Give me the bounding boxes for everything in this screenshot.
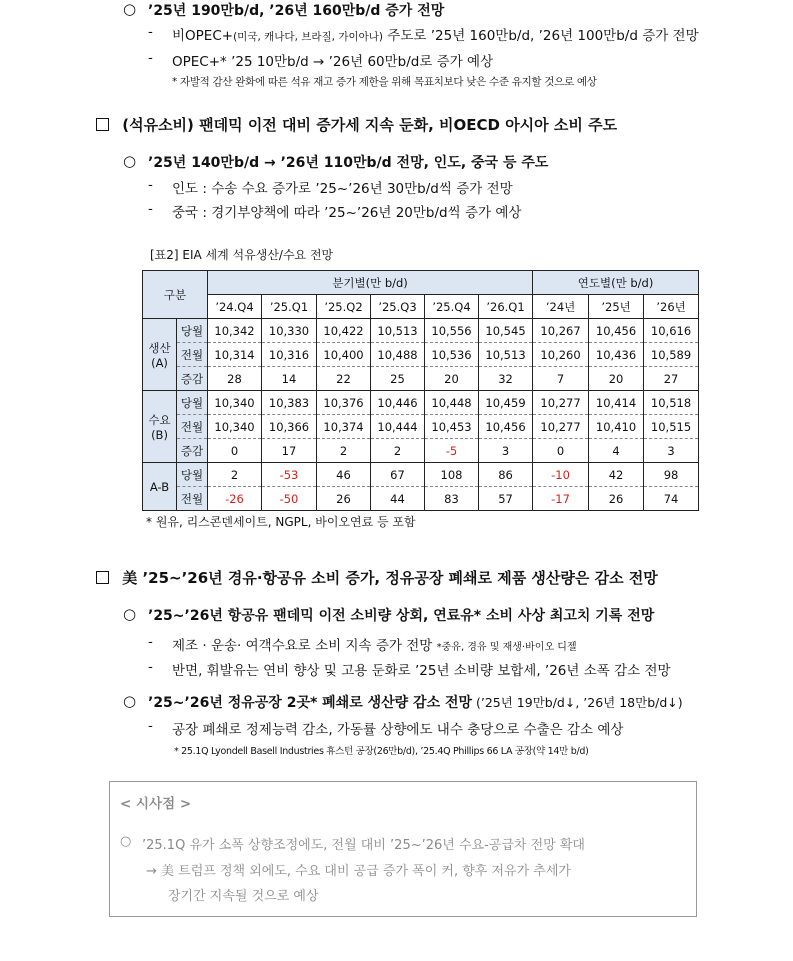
item-text-c: 주도로 ’25년 160만b/d, ’26년 100만b/d 증가 전망: [383, 28, 699, 44]
column-header: ’25.Q2: [317, 295, 371, 319]
table-cell: 20: [589, 367, 644, 391]
table-cell: 57: [479, 487, 533, 511]
table-row: [143, 487, 699, 511]
table-cell: 10,589: [644, 343, 699, 367]
table-cell: 2: [208, 463, 262, 487]
bullet-circle: ○: [123, 0, 137, 18]
table-cell: 20: [425, 367, 479, 391]
table-cell: 4: [589, 439, 644, 463]
table-cell: 10,422: [317, 319, 371, 343]
table-cell: -10: [533, 463, 589, 487]
table-cell: 3: [479, 439, 533, 463]
table-cell: 10,436: [589, 343, 644, 367]
table-cell: 86: [479, 463, 533, 487]
section2-item-1: 인도 : 수송 수요 증가로 ’25~’26년 30만b/d씩 증가 전망: [172, 181, 513, 197]
checkbox-square-icon: [96, 118, 109, 131]
column-header: ’25.Q3: [371, 295, 425, 319]
group-label-main: A-B: [149, 479, 170, 494]
table-cell: 10,444: [371, 415, 425, 439]
table-row: [143, 463, 699, 487]
table-row: [143, 391, 699, 415]
section3-heading: [96, 567, 658, 588]
implications-box: [109, 781, 697, 917]
dash-marker: -: [148, 50, 153, 66]
table-cell: 10,513: [371, 319, 425, 343]
table-cell: 10,340: [208, 391, 262, 415]
point-suffix: (’25년 19만b/d↓, ’26년 18만b/d↓): [472, 695, 683, 710]
row-label: 당월: [177, 463, 208, 487]
table-cell: 74: [644, 487, 699, 511]
checkbox-square-icon: [96, 571, 109, 584]
table-cell: 2: [317, 439, 371, 463]
table-cell: 10,383: [262, 391, 317, 415]
group-label-main: 수요: [148, 412, 171, 427]
column-header: ’26.Q1: [479, 295, 533, 319]
section3-item-2: 반면, 휘발유는 연비 향상 및 고용 둔화로 ’25년 소비량 보합세, ’26년 소폭 감소 전망: [172, 663, 671, 679]
table-cell: 10,518: [644, 391, 699, 415]
item-text: 제조 · 운송· 여객수요로 소비 지속 증가 전망: [172, 638, 433, 654]
bullet-circle: ○: [123, 605, 137, 623]
heading-text: (석유소비) 팬데믹 이전 대비 증가세 지속 둔화, 비OECD 아시아 소비 주도: [122, 116, 618, 134]
table-cell: -53: [262, 463, 317, 487]
table-row: [143, 415, 699, 439]
table-cell: 10,448: [425, 391, 479, 415]
row-group-label: [143, 391, 177, 463]
table-footnote: * 원유, 리스콘덴세이트, NGPL, 바이오연료 등 포함: [146, 515, 416, 529]
section1-item-1: [172, 24, 699, 44]
table-cell: 26: [317, 487, 371, 511]
section2-item-2: 중국 : 경기부양책에 따라 ’25~’26년 20만b/d씩 증가 예상: [172, 205, 522, 221]
item-text-a: 비OPEC+: [172, 28, 234, 44]
table-cell: 10,459: [479, 391, 533, 415]
table-cell: 44: [371, 487, 425, 511]
table-cell: 10,556: [425, 319, 479, 343]
implications-line-1: ’25.1Q 유가 소폭 상향조정에도, 전월 대비 ’25~’26년 수요-공급차 전망 확대: [142, 838, 585, 853]
table-cell: 10,267: [533, 319, 589, 343]
dash-marker: -: [148, 201, 153, 217]
row-label: 증감: [177, 439, 208, 463]
table-cell: 10,414: [589, 391, 644, 415]
table-cell: 10,488: [371, 343, 425, 367]
dash-marker: -: [148, 718, 153, 734]
table-cell: 67: [371, 463, 425, 487]
table-cell: 10,277: [533, 391, 589, 415]
column-header: ’25.Q4: [425, 295, 479, 319]
implications-line-3: 장기간 지속될 것으로 예상: [168, 889, 319, 904]
section3-point-2: [148, 692, 683, 712]
table-cell: 10,453: [425, 415, 479, 439]
section3-item-1: [172, 634, 577, 654]
table-cell: 27: [644, 367, 699, 391]
table-cell: 7: [533, 367, 589, 391]
table-cell: 10,515: [644, 415, 699, 439]
table-cell: 2: [371, 439, 425, 463]
column-header: ’25.Q1: [262, 295, 317, 319]
section1-point: ’25년 190만b/d, ’26년 160만b/d 증가 전망: [148, 3, 445, 19]
table-cell: 0: [208, 439, 262, 463]
table-corner: 구분: [143, 271, 208, 319]
column-header: ’24년: [533, 295, 589, 319]
table-cell: -5: [425, 439, 479, 463]
table-cell: 10,374: [317, 415, 371, 439]
implications-line-2: → 美 트럼프 정책 외에도, 수요 대비 공급 증가 폭이 커, 향후 저유가 추세가: [146, 864, 571, 879]
table-row: [143, 367, 699, 391]
table-cell: 10,456: [589, 319, 644, 343]
section2-point: ’25년 140만b/d → ’26년 110만b/d 전망, 인도, 중국 등 주도: [148, 155, 549, 171]
table-cell: 10,410: [589, 415, 644, 439]
heading-text: 美 ’25~’26년 경유·항공유 소비 증가, 정유공장 폐쇄로 제품 생산량은 감소 전망: [122, 569, 658, 587]
group-label-sub: (A): [151, 355, 168, 370]
section2-heading: [96, 114, 617, 135]
table-row: [143, 319, 699, 343]
table-cell: -26: [208, 487, 262, 511]
row-label: 전월: [177, 343, 208, 367]
table-cell: 14: [262, 367, 317, 391]
group-label-main: 생산: [148, 340, 171, 355]
bullet-circle: ○: [123, 152, 137, 170]
group-quarterly-header: 분기별(만 b/d): [208, 271, 533, 295]
row-label: 전월: [177, 415, 208, 439]
column-header: ’25년: [589, 295, 644, 319]
column-header: ’24.Q4: [208, 295, 262, 319]
table-cell: 10,513: [479, 343, 533, 367]
table-cell: 17: [262, 439, 317, 463]
section1-note: * 자발적 감산 완화에 따른 석유 재고 증가 제한을 위해 목표치보다 낮은 수준 유지할 것으로 예상: [172, 76, 597, 88]
table-cell: 10,260: [533, 343, 589, 367]
item-text-b: (미국, 캐나다, 브라질, 가이아나): [233, 31, 384, 43]
table-cell: 10,330: [262, 319, 317, 343]
table-cell: 83: [425, 487, 479, 511]
bullet-circle: ○: [123, 692, 137, 710]
table-cell: 28: [208, 367, 262, 391]
table-cell: 10,616: [644, 319, 699, 343]
column-header: ’26년: [644, 295, 699, 319]
table-cell: 10,536: [425, 343, 479, 367]
table-caption: [표2] EIA 세계 석유생산/수요 전망: [150, 248, 334, 262]
table-cell: 22: [317, 367, 371, 391]
dash-marker: -: [148, 24, 153, 40]
table-cell: 25: [371, 367, 425, 391]
section1-item-2: OPEC+* ’25 10만b/d → ’26년 60만b/d로 증가 예상: [172, 54, 494, 70]
dash-marker: -: [148, 177, 153, 193]
oil-table: [142, 270, 699, 511]
table-cell: 32: [479, 367, 533, 391]
implications-title: < 시사점 >: [120, 796, 192, 812]
row-label: 당월: [177, 391, 208, 415]
table-cell: 10,376: [317, 391, 371, 415]
item-note: *중유, 경유 및 재생·바이오 디젤: [436, 642, 577, 653]
row-label: 전월: [177, 487, 208, 511]
table-cell: 10,314: [208, 343, 262, 367]
row-group-label: [143, 319, 177, 391]
table-cell: 98: [644, 463, 699, 487]
bullet-circle: ○: [120, 834, 132, 849]
dash-marker: -: [148, 659, 153, 675]
row-label: 증감: [177, 367, 208, 391]
table-cell: 10,342: [208, 319, 262, 343]
table-cell: 10,456: [479, 415, 533, 439]
table-cell: 10,340: [208, 415, 262, 439]
dash-marker: -: [148, 634, 153, 650]
point-text: ’25~’26년 정유공장 2곳* 폐쇄로 생산량 감소 전망: [148, 695, 473, 711]
table-cell: -50: [262, 487, 317, 511]
table-cell: 108: [425, 463, 479, 487]
section3-point-1: ’25~’26년 항공유 팬데믹 이전 소비량 상회, 연료유* 소비 사상 최고치 기록 전망: [148, 608, 655, 624]
table-cell: 10,366: [262, 415, 317, 439]
row-group-label: [143, 463, 177, 511]
table-cell: 3: [644, 439, 699, 463]
table-cell: 10,400: [317, 343, 371, 367]
section3-note: * 25.1Q Lyondell Basell Industries 휴스턴 공장(26만b/d), ’25.4Q Phillips 66 LA 공장(약 14만 b/d): [174, 746, 589, 757]
group-label-sub: (B): [151, 427, 168, 442]
row-label: 당월: [177, 319, 208, 343]
table-cell: 10,277: [533, 415, 589, 439]
table-cell: 0: [533, 439, 589, 463]
group-yearly-header: 연도별(만 b/d): [533, 271, 699, 295]
table-cell: 42: [589, 463, 644, 487]
table-cell: 10,316: [262, 343, 317, 367]
table-row: [143, 439, 699, 463]
table-cell: 26: [589, 487, 644, 511]
table-cell: 10,446: [371, 391, 425, 415]
table-cell: 46: [317, 463, 371, 487]
section3-item-3: 공장 폐쇄로 정제능력 감소, 가동률 상향에도 내수 충당으로 수출은 감소 예상: [172, 722, 624, 738]
table-row: [143, 343, 699, 367]
table-cell: 10,545: [479, 319, 533, 343]
table-cell: -17: [533, 487, 589, 511]
